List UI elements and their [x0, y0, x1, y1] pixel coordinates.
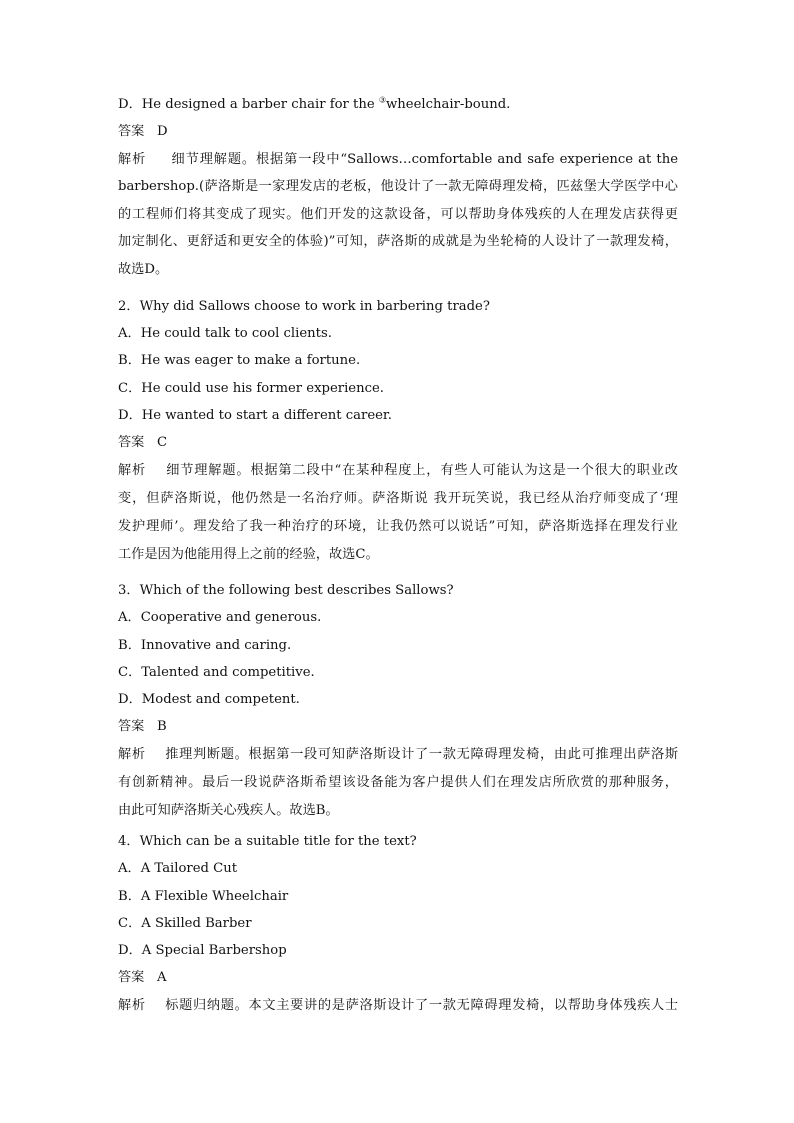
q3-option-b: B．Innovative and caring.: [118, 638, 292, 653]
analysis-label: 解析: [118, 998, 146, 1013]
q3-answer: [118, 718, 167, 736]
answer-value: C: [156, 435, 168, 450]
q2-analysis-line-2: 变，但萨洛斯说，他仍然是一名治疗师。萨洛斯说 我开玩笑说，我已经从治疗师变成了‘理: [118, 491, 678, 506]
q3-analysis-line-2: 有创新精神。最后一段说萨洛斯希望该设备能为客户提供人们在理发店所欣赏的那种服务，: [118, 775, 678, 790]
answer-label: 答案: [118, 435, 145, 450]
analysis-label: 解析: [118, 152, 147, 167]
q2-option-d: D．He wanted to start a different career.: [118, 408, 392, 423]
analysis-label: 解析: [118, 463, 147, 478]
answer-value: D: [156, 124, 168, 139]
q4-option-a: A．A Tailored Cut: [118, 861, 238, 876]
q3-option-c: C．Talented and competitive.: [118, 665, 315, 680]
q1-analysis-line-5: 故选D。: [118, 262, 169, 277]
q2-option-b: B．He was eager to make a fortune.: [118, 353, 361, 368]
q1-analysis-line-4: 加定制化、更舒适和更安全的体验)”可知，萨洛斯的成就是为坐轮椅的人设计了一款理发椅，: [118, 234, 678, 249]
q3-analysis-line-1: 解析 推理判断题。根据第一段可知萨洛斯设计了一款无障碍理发椅，由此可推理出萨洛斯: [118, 747, 679, 762]
analysis-label: 解析: [118, 747, 146, 762]
answer-value: B: [156, 719, 167, 734]
q2-question: 2．Why did Sallows choose to work in barbering trade?: [118, 299, 490, 314]
q4-analysis-line-1: 解析 标题归纳题。本文主要讲的是萨洛斯设计了一款无障碍理发椅，以帮助身体残疾人士: [118, 998, 679, 1013]
q3-option-d: D．Modest and competent.: [118, 692, 300, 707]
q2-option-c: C．He could use his former experience.: [118, 381, 384, 396]
q4-question: 4．Which can be a suitable title for the text?: [118, 834, 417, 849]
q3-question: 3．Which of the following best describes Sallows?: [118, 583, 454, 598]
q1-answer: [118, 123, 168, 141]
q4-option-c: C．A Skilled Barber: [118, 916, 252, 931]
q4-answer: [118, 969, 166, 987]
answer-value: A: [156, 970, 167, 985]
q2-answer: [118, 434, 167, 452]
q1-analysis-line-1: 解析 细节理解题。根据第一段中“Sallows…comfortable and safe experience at the: [118, 152, 679, 167]
q2-analysis-line-1: 解析 细节理解题。根据第二段中“在某种程度上，有些人可能认为这是一个很大的职业改: [118, 463, 678, 478]
answer-label: 答案: [118, 719, 145, 734]
q1-option-d: D．He designed a barber chair for the ③wheelchair-bound.: [118, 95, 511, 112]
footnote-marker: ③: [378, 95, 386, 105]
q2-analysis-line-4: 工作是因为他能用得上之前的经验，故选C。: [118, 547, 379, 562]
q2-analysis-line-3: 发护理师’。理发给了我一种治疗的环境，让我仍然可以说话”可知，萨洛斯选择在理发行业: [118, 519, 678, 534]
q4-option-d: D．A Special Barbershop: [118, 943, 287, 958]
answer-label: 答案: [118, 970, 145, 985]
q1-analysis-line-2: barbershop.(萨洛斯是一家理发店的老板，他设计了一款无障碍理发椅，匹兹堡大学医学中心: [118, 179, 678, 194]
q3-analysis-line-3: 由此可知萨洛斯关心残疾人。故选B。: [118, 803, 339, 818]
q3-option-a: A．Cooperative and generous.: [118, 610, 322, 625]
answer-label: 答案: [118, 124, 145, 139]
q4-option-b: B．A Flexible Wheelchair: [118, 889, 289, 904]
q2-option-a: A．He could talk to cool clients.: [118, 326, 332, 341]
q1-analysis-line-3: 的工程师们将其变成了现实。他们开发的这款设备，可以帮助身体残疾的人在理发店获得更: [118, 207, 678, 222]
